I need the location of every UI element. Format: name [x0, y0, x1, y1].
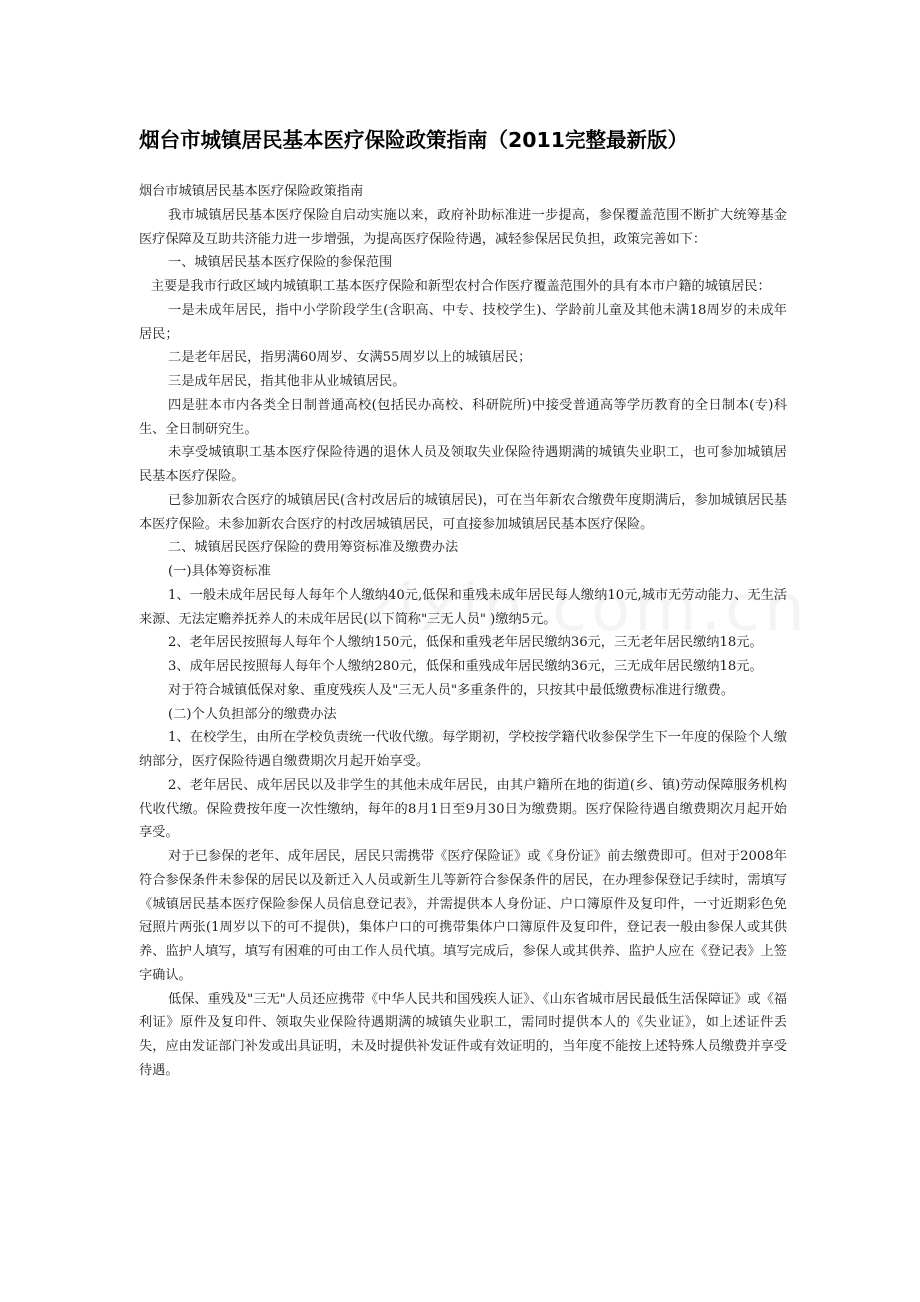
body-paragraph: 1、在校学生，由所在学校负责统一代收代缴。每学期初，学校按学籍代收参保学生下一年度的保险个人缴纳部分，医疗保险待遇自缴费期次月起开始享受。	[139, 730, 787, 769]
body-paragraph: 3、成年居民按照每人每年个人缴纳280元，低保和重残成年居民缴纳36元，三无成年居民缴纳18元。	[168, 659, 763, 674]
section-heading: 一、城镇居民基本医疗保险的参保范围	[168, 255, 393, 271]
body-paragraph: 已参加新农合医疗的城镇居民(含村改居后的城镇居民)，可在当年新农合缴费年度期满后，参加城镇居民基本医疗保险。未参加新农合医疗的村改居城镇居民，可直接参加城镇居民基本医疗保险。	[139, 492, 787, 532]
document-title: 烟台市城镇居民基本医疗保险政策指南（2011完整最新版）	[139, 128, 689, 152]
body-paragraph: 对于已参保的老年、成年居民，居民只需携带《医疗保险证》或《身份证》前去缴费即可。但对于2008年符合参保条件未参保的居民以及新迁入人员或新生儿等新符合参保条件的居民，在办理参保登记手续时，需填写《城镇居民基本医疗保险参保人员信息登记表》，并需提供本人身份证、户口簿原件及复印件，一寸近期彩色免冠照片两张(1周岁以下的可不提供)，集体户口的可携带集体户口簿原件及复印件，登记表一般由参保人或其供养、监护人填写，填写有困难的可由工作人员代填。填写完成后，参保人或其供养、监护人应在《登记表》上签字确认。	[139, 849, 787, 983]
body-paragraph: 二是老年居民，指男满60周岁、女满55周岁以上的城镇居民；	[168, 350, 532, 366]
body-paragraph: 未享受城镇职工基本医疗保险待遇的退休人员及领取失业保险待遇期满的城镇失业职工，也可参加城镇居民基本医疗保险。	[139, 445, 787, 484]
subsection-heading: (二)个人负担部分的缴费办法	[168, 706, 337, 722]
body-paragraph: 对于符合城镇低保对象、重度残疾人及"三无人员"多重条件的，只按其中最低缴费标准进行缴费。	[168, 682, 735, 698]
subtitle-paragraph: 烟台市城镇居民基本医疗保险政策指南	[139, 184, 364, 199]
document-body	[139, 180, 787, 1083]
intro-paragraph: 我市城镇居民基本医疗保险自启动实施以来，政府补助标准进一步提高，参保覆盖范围不断扩大统筹基金医疗保障及互助共济能力进一步增强，为提高医疗保险待遇，减轻参保居民负担，政策完善如下：	[139, 207, 787, 247]
body-paragraph: 低保、重残及"三无"人员还应携带《中华人民共和国残疾人证》、《山东省城市居民最低生活保障证》或《福利证》原件及复印件、领取失业保险待遇期满的城镇失业职工，需同时提供本人的《失业证》，如上述证件丢失，应由发证部门补发或出具证明，未及时提供补发证件或有效证明的，当年度不能按上述特殊人员缴费并享受待遇。	[139, 991, 787, 1078]
body-paragraph: 2、老年居民按照每人每年个人缴纳150元，低保和重残老年居民缴纳36元，三无老年居民缴纳18元。	[168, 635, 763, 651]
body-paragraph: 1、一般未成年居民每人每年个人缴纳40元,低保和重残未成年居民每人缴纳10元,城市无劳动能力、无生活来源、无法定赡养抚养人的未成年居民(以下简称"三无人员" )缴纳5元。	[139, 587, 787, 627]
body-paragraph: 2、老年居民、成年居民以及非学生的其他未成年居民，由其户籍所在地的街道(乡、镇)劳动保障服务机构代收代缴。保险费按年度一次性缴纳，每年的8月1日至9月30日为缴费期。医疗保险待遇自缴费期次月起开始享受。	[139, 777, 787, 841]
section-heading: 二、城镇居民医疗保险的费用筹资标准及缴费办法	[168, 540, 459, 556]
body-paragraph: 三是成年居民，指其他非从业城镇居民。	[168, 374, 406, 389]
body-paragraph: 主要是我市行政区域内城镇职工基本医疗保险和新型农村合作医疗覆盖范围外的具有本市户籍的城镇居民：	[150, 279, 771, 294]
body-paragraph: 一是未成年居民，指中小学阶段学生(含职高、中专、技校学生)、学龄前儿童及其他未满18周岁的未成年居民；	[139, 302, 787, 342]
body-paragraph: 四是驻本市内各类全日制普通高校(包括民办高校、科研院所)中接受普通高等学历教育的全日制本(专)科生、全日制研究生。	[139, 397, 787, 437]
subsection-heading: (一)具体筹资标准	[168, 564, 271, 579]
